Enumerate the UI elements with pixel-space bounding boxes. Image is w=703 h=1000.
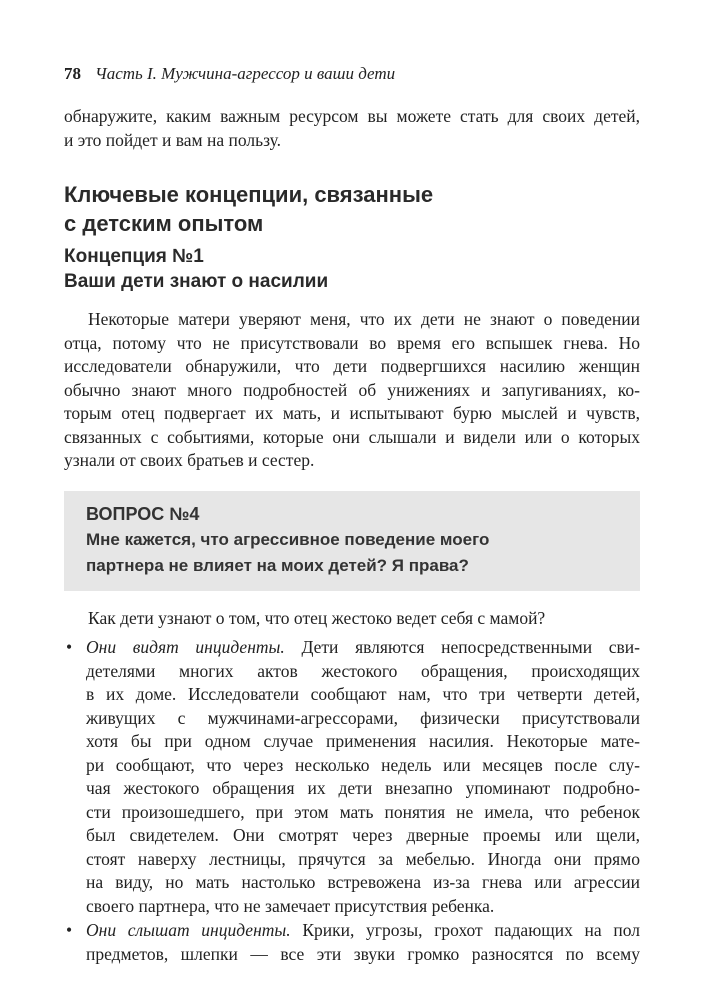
concept-title: Ваши дети знают о насилии bbox=[64, 271, 329, 292]
page-number: 78 bbox=[64, 64, 81, 83]
text-line: обычно знают много подробностей об унижениях и запугиваниях, ко- bbox=[64, 379, 640, 400]
text-line: отца, потому что не присутствовали во время его вспышек гнева. Но bbox=[64, 332, 640, 353]
section-heading bbox=[64, 180, 640, 238]
section-heading-line: Ключевые концепции, связанные bbox=[64, 182, 434, 207]
text-line bbox=[86, 919, 640, 943]
text-line: на виду, но мать настолько встревожена из-за гнева или агрессии bbox=[86, 872, 640, 892]
bullet-lead: Они видят инциденты. bbox=[86, 637, 285, 657]
question-label: ВОПРОС №4 bbox=[86, 503, 200, 524]
text-line: предметов, шлепки — все эти звуки громко разносятся по всему bbox=[86, 943, 640, 964]
text-line: узнали от своих братьев и сестер. bbox=[64, 450, 315, 470]
text-line: стоят наверху лестницы, прячутся за мебелью. Иногда они прямо bbox=[86, 848, 640, 869]
text-line: исследователи обнаружили, что дети подвергшихся насилию женщин bbox=[64, 356, 640, 376]
text-line: в их доме. Исследователи сообщают нам, что три четверти детей, bbox=[86, 684, 640, 704]
text-line: обнаружите, каким важным ресурсом вы можете стать для своих детей, bbox=[64, 106, 640, 126]
text-line: своего партнера, что не замечает присутствия ребенка. bbox=[86, 895, 495, 916]
running-title: Часть I. Мужчина-агрессор и ваши дети bbox=[95, 64, 396, 83]
bullet-lead: Они слышат инциденты. bbox=[86, 920, 291, 940]
text-line: чая жестокого обращения их дети внезапно упоминают подробно- bbox=[86, 778, 640, 798]
text-line: связанных с событиями, которые они слышали и видели или о которых bbox=[64, 426, 640, 447]
running-head bbox=[64, 62, 640, 86]
intro-paragraph bbox=[64, 105, 640, 152]
text-line bbox=[86, 636, 640, 660]
concept-paragraph bbox=[64, 308, 640, 473]
text-line: торым отец подвергает их мать, и испытывают бурю мыслей и чувств, bbox=[64, 403, 640, 423]
question-text-line: партнера не влияет на моих детей? Я права? bbox=[86, 555, 469, 575]
bullet-dot: • bbox=[66, 637, 73, 657]
bullet-first-line: Крики, угрозы, грохот падающих на пол bbox=[290, 920, 640, 940]
text-line: сти произошедшего, при этом мать понятия не имела, что ребенок bbox=[86, 801, 640, 822]
bullet-dot: • bbox=[66, 920, 73, 940]
question-box bbox=[64, 491, 640, 591]
section-heading-line: с детским опытом bbox=[64, 211, 264, 236]
text-line: и это пойдет и вам на пользу. bbox=[64, 129, 281, 150]
text-line: был свидетелем. Они смотрят через дверные проемы или щели, bbox=[86, 825, 640, 845]
concept-number: Концепция №1 bbox=[64, 246, 204, 267]
text-line: детелями многих актов жестокого обращения, происходящих bbox=[86, 660, 640, 681]
text-line: ри сообщают, что через несколько недель или месяцев после слу- bbox=[86, 754, 640, 775]
text-line: Некоторые матери уверяют меня, что их дети не знают о поведении bbox=[88, 309, 640, 329]
book-page bbox=[64, 62, 640, 966]
bullet-item bbox=[64, 919, 640, 966]
bullet-item bbox=[64, 636, 640, 918]
bullet-first-line: Дети являются непосредственными сви- bbox=[284, 637, 640, 657]
question-text-line: Мне кажется, что агрессивное поведение моего bbox=[86, 529, 490, 549]
lead-question bbox=[88, 607, 640, 631]
concept-heading bbox=[64, 244, 640, 294]
text-line: живущих с мужчинами-агрессорами, физически присутствовали bbox=[86, 707, 640, 728]
text-line: хотя бы при одном случае применения насилия. Некоторые мате- bbox=[86, 731, 640, 751]
text-line: Как дети узнают о том, что отец жестоко ведет себя с мамой? bbox=[88, 607, 546, 628]
